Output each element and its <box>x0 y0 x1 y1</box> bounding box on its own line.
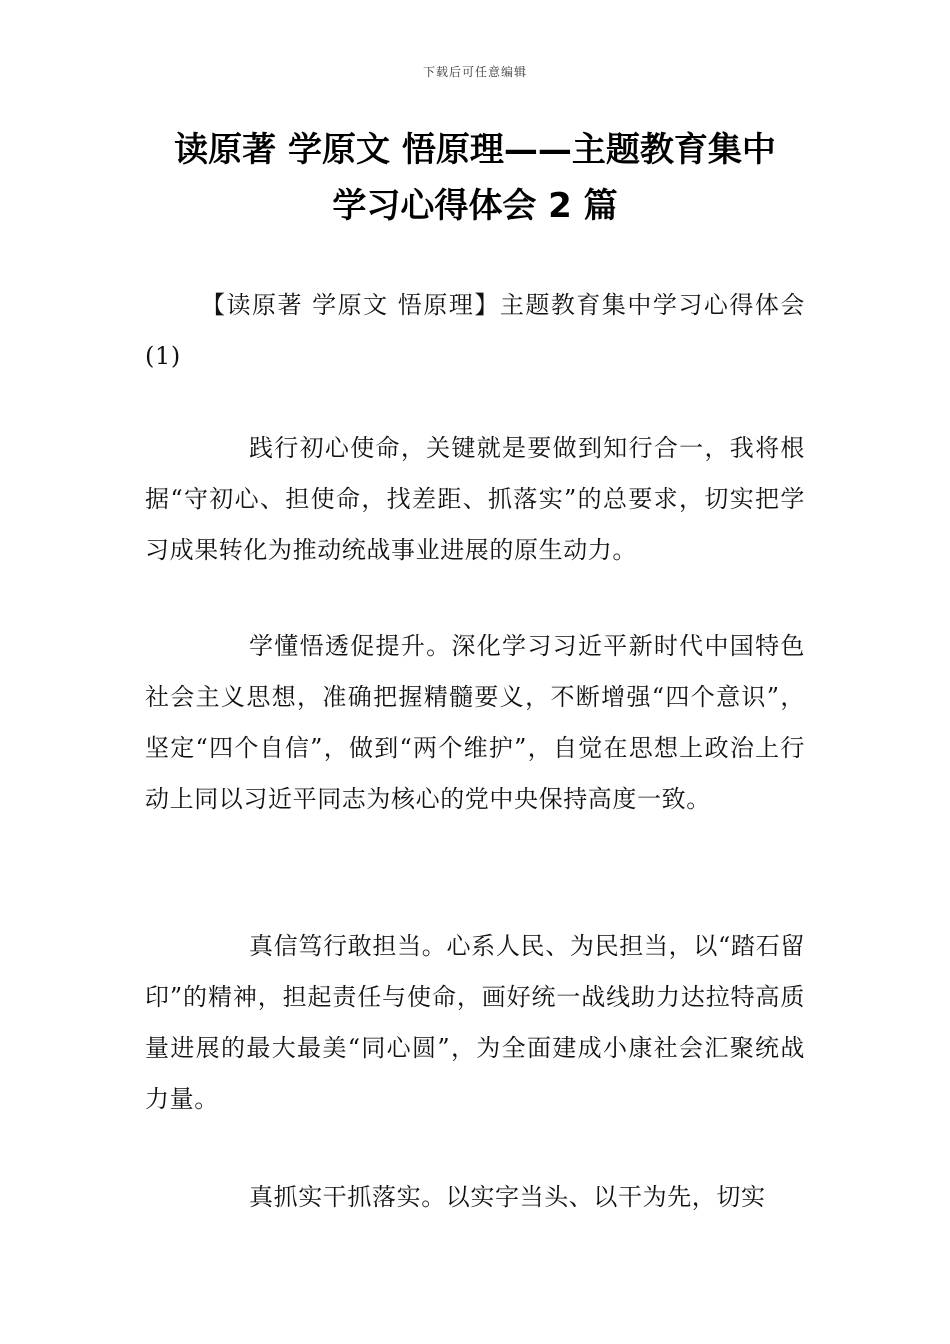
title-line-2: 学习心得体会 2 篇 <box>332 186 618 226</box>
document-title <box>140 122 810 234</box>
title-line-1: 读原著 学原文 悟原理——主题教育集中 <box>174 130 776 170</box>
paragraph-3: 真信笃行敢担当。心系人民、为民担当，以“踏石留印”的精神，担起责任与使命，画好统一战线助力达拉特高质量进展的最大最美“同心圆”，为全面建成小康社会汇聚统战力量。 <box>145 932 805 1113</box>
paragraph-4: 真抓实干抓落实。以实字当头、以干为先，切实 <box>249 1183 766 1211</box>
header-note: 下载后可任意编辑 <box>422 65 527 79</box>
section-subtitle: 【读原著 学原文 悟原理】主题教育集中学习心得体会(1) <box>145 291 805 370</box>
paragraph-2: 学懂悟透促提升。深化学习习近平新时代中国特色社会主义思想，准确把握精髓要义，不断增强“四个意识”，坚定“四个自信”，做到“两个维护”，自觉在思想上政治上行动上同以习近平同志为核心的党中央保持高度一致。 <box>145 632 805 813</box>
paragraph-1: 践行初心使命，关键就是要做到知行合一，我将根据“守初心、担使命，找差距、抓落实”的总要求，切实把学习成果转化为推动统战事业进展的原生动力。 <box>145 434 805 564</box>
